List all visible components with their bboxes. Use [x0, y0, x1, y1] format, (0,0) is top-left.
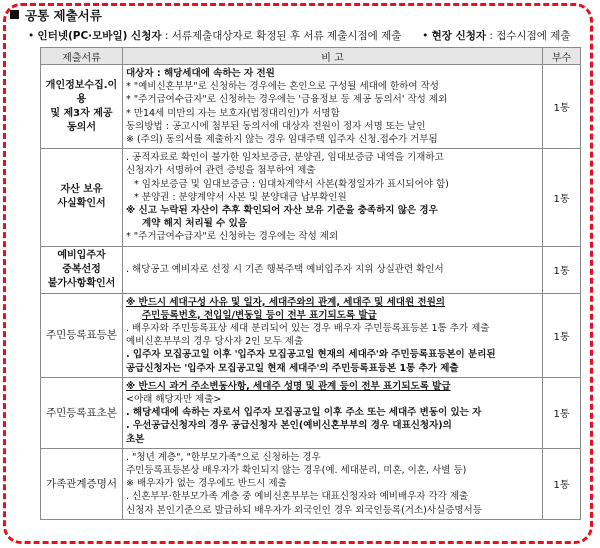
table-header-row [41, 48, 581, 65]
note-line: 신청자 본인기준으로 발급하되 배우자가 외국인인 경우 외국인등록(거소)사실증명서등 [126, 504, 482, 516]
note-line: * "주거급여수급자"로 신청하는 경우에는 작성 제외 [126, 231, 339, 243]
note-line: * 만14세 미만의 자는 보호자(법정대리인)가 서명함 [126, 107, 340, 119]
doc-notes [123, 293, 543, 377]
note-line: 초본 [126, 433, 145, 445]
doc-notes [123, 149, 543, 246]
note-line: 예비신혼부부의 경우 당사자 2인 모두 제출 [126, 336, 304, 348]
table-row-privacy-consent [41, 65, 581, 149]
note-line: * "주거급여수급자"로 신청하는 경우에는 '금융정보 등 제공 동의서' 작성 제외 [126, 94, 448, 106]
note-line: 주민등록표등본상 배우자가 확인되지 않는 경우(예. 세대분리, 미혼, 이혼, 사별 등) [126, 465, 467, 477]
doc-name [41, 65, 123, 149]
doc-count: 1통 [543, 246, 581, 293]
onsite-applicant-desc: : 접수시점에 제출 [489, 30, 571, 42]
note-line: . 해당공고 예비자로 선정 시 기존 행복주택 예비입주자 지위 상실관련 확인서 [126, 264, 444, 276]
doc-name-line: 주민등록표초본 [45, 406, 117, 419]
section-title: 공통 제출서류 [25, 8, 102, 23]
doc-name-line: 예비입주자 [57, 249, 106, 261]
doc-name-line: 가족관계증명서 [45, 477, 117, 490]
note-line: ※ 신고 누락된 자산이 추후 확인되어 자산 보유 기준을 충족하지 않은 경우 [126, 205, 438, 217]
note-line: ※ 반드시 세대구성 사유 및 일자, 세대주와의 관계, 세대주 및 세대원 전원의 [126, 296, 445, 308]
note-line: * 분양권 : 분양계약서 사본 및 분양대금 납부확인원 [134, 191, 347, 203]
table-row-family-relation-cert [41, 448, 581, 519]
note-line: . "청년 계층", "한부모가족"으로 신청하는 경우 [126, 451, 321, 463]
doc-notes [123, 246, 543, 293]
doc-count: 1통 [543, 65, 581, 149]
doc-name [41, 377, 123, 448]
table-row-asset-confirmation [41, 149, 581, 246]
note-line: <아래 해당자만 제출> [126, 394, 222, 406]
note-line: 계약 해지 처리될 수 있음 [142, 218, 247, 230]
note-line: . 입주자 모집공고일 이후 '입주자 모집공고일 현재의 세대주'와 주민등록표등본이 분리된 [126, 349, 496, 361]
note-line: ※ (주의) 동의서를 제출하지 않는 경우 임대주택 입주자 신청.접수가 거부됨 [126, 134, 438, 146]
header-note: 비 고 [123, 48, 543, 65]
table-row-waitlist-confirmation [41, 246, 581, 293]
doc-name-line: 중복선정 [62, 263, 101, 275]
header-doc: 제출서류 [41, 48, 123, 65]
note-line: . 해당세대에 속하는 자로서 입주자 모집공고일 이후 주소 또는 세대주 변동이 있는 자 [126, 407, 482, 419]
note-line: 동의방법 : 공고시에 첨부된 동의서에 대상자 전원이 정자 서명 또는 날인 [126, 120, 426, 132]
doc-count: 1통 [543, 377, 581, 448]
doc-notes [123, 65, 543, 149]
note-line: ※ 반드시 과거 주소변동사항, 세대주 성명 및 관계 등이 전부 표기되도록 발급 [126, 380, 451, 392]
submission-timing-note [28, 28, 571, 43]
doc-name-line: 동의서 [67, 121, 96, 133]
note-line: . 공적자료로 확인이 불가한 임차보증금, 분양권, 임대보증금 내역을 기재하고 [126, 152, 444, 164]
doc-name-line: 주민등록표등본 [45, 329, 117, 342]
note-line: . 우선공급신청자의 경우 공급신청자 본인(예비신혼부부의 경우 대표신청자)의 [126, 420, 452, 432]
doc-count: 1통 [543, 448, 581, 519]
doc-name-line: 불가사항확인서 [47, 277, 116, 289]
doc-notes [123, 377, 543, 448]
note-line: 대상자 : 해당세대에 속하는 자 전원 [126, 68, 275, 79]
doc-name-line: 및 제3자 제공 [50, 107, 113, 119]
note-line: 주민등록번호, 전입일/변동일 등이 전부 표기되도록 발급 [142, 309, 377, 321]
header-count: 부수 [543, 48, 581, 65]
doc-name [41, 149, 123, 246]
note-line: . 신혼부부·한부모가족 계층 중 예비신혼부부는 대표신청자와 예비배우자 각각 제출 [126, 491, 469, 503]
doc-name-line: 자산 보유 [60, 184, 103, 196]
online-applicant-desc: : 서류제출대상자로 확정된 후 서류 제출시점에 제출 [164, 30, 402, 42]
doc-name [41, 448, 123, 519]
note-line: * "예비신혼부부"로 신청하는 경우에는 혼인으로 구성될 세대에 한하여 작성 [126, 81, 439, 93]
note-line: 신청자가 서명하여 관련 증빙을 첨부하여 제출 [126, 165, 316, 177]
table-row-resident-register-abstract [41, 377, 581, 448]
doc-name-line: 사실확인서 [57, 198, 106, 210]
note-line: * 임차보증금 및 임대보증금 : 임대차계약서 사본(확정일자가 표시되어야 함) [134, 178, 449, 190]
square-bullet-icon [10, 10, 19, 19]
note-line: ※ 배우자가 없는 경우에도 반드시 제출 [126, 478, 287, 490]
bullet-dot-icon: • [422, 30, 429, 42]
table-row-resident-register-copy [41, 293, 581, 377]
doc-name-line: 개인정보수집.이용 [45, 79, 118, 105]
online-applicant-label: 인터넷(PC·모바일) 신청자 [37, 30, 162, 42]
note-line: 공급신청자는 '입주자 모집공고일 현재 세대주'의 주민등록표등본 1통 추가 제출 [126, 362, 459, 374]
doc-name [41, 293, 123, 377]
doc-name [41, 246, 123, 293]
onsite-applicant-label: 현장 신청자 [431, 30, 487, 42]
doc-count: 1통 [543, 293, 581, 377]
documents-table [40, 47, 581, 520]
note-line: . 배우자와 주민등록표상 세대 분리되어 있는 경우 배우자 주민등록표등본 1통 추가 제출 [126, 323, 490, 335]
doc-count: 1통 [543, 149, 581, 246]
section-heading [10, 6, 102, 24]
bullet-dot-icon: • [28, 30, 35, 42]
doc-notes [123, 448, 543, 519]
